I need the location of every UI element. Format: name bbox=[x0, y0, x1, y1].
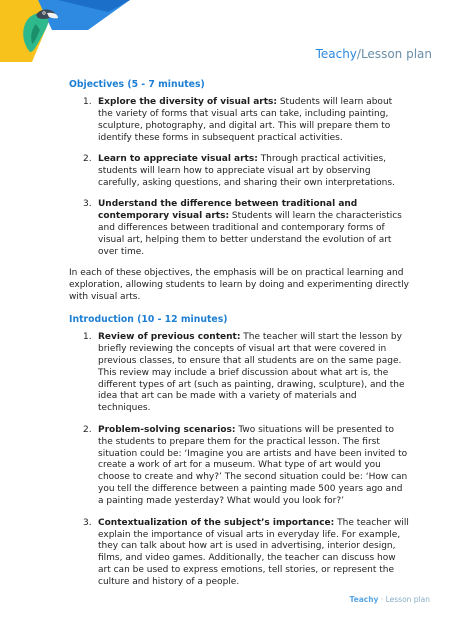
list-number: 2. bbox=[83, 154, 92, 165]
introduction-item bbox=[69, 518, 409, 589]
objective-item bbox=[69, 199, 409, 259]
footer-separator: · bbox=[378, 595, 386, 604]
footer-brand: Teachy bbox=[349, 595, 379, 604]
objective-heading: Learn to appreciate visual arts: bbox=[98, 154, 258, 165]
list-number: 3. bbox=[83, 199, 92, 210]
objectives-list bbox=[69, 97, 409, 259]
objective-item bbox=[69, 97, 409, 145]
header-separator: / bbox=[356, 47, 361, 61]
introduction-heading: Review of previous content: bbox=[98, 331, 241, 342]
objective-item bbox=[69, 154, 409, 190]
objectives-title: Objectives (5 - 7 minutes) bbox=[69, 79, 205, 90]
header-brand-name: Teachy bbox=[315, 47, 357, 61]
introduction-text: The teacher will start the lesson by briefly reviewing the concepts of visual art that were covered in previous classes, to ensure that all students are on the same page. This review may include a brief discussion about what art is, the different types of art (such as painting, drawing, sculpture), and the idea that art can be made with a variety of materials and techniques. bbox=[98, 331, 405, 414]
teachy-corner-logo bbox=[0, 0, 130, 62]
list-number: 2. bbox=[83, 424, 92, 435]
list-number: 1. bbox=[83, 331, 92, 342]
introduction-title: Introduction (10 - 12 minutes) bbox=[69, 314, 228, 325]
footer-section: Lesson plan bbox=[385, 595, 430, 604]
objective-text: Students will learn the characteristics and differences between traditional and contemporary forms of visual art, helping them to better understand the evolution of art over time. bbox=[98, 211, 402, 257]
objective-text: Students will learn about the variety of forms that visual arts can take, including painting, sculpture, photography, and digital art. This will prepare them to identify these forms in subsequent practical activities. bbox=[98, 96, 393, 143]
objectives-paragraph: In each of these objectives, the emphasis will be on practical learning and exploration, allowing students to learn by doing and experimenting directly with visual arts. bbox=[69, 268, 409, 303]
document-body bbox=[69, 79, 409, 599]
objective-heading: Explore the diversity of visual arts: bbox=[98, 96, 277, 107]
objective-text: Through practical activities, students will learn how to appreciate visual art by observing carefully, asking questions, and sharing their own interpretations. bbox=[98, 154, 395, 188]
introduction-item bbox=[69, 425, 409, 508]
introduction-text: Two situations will be presented to the students to prepare them for the practical lesson. The first situation could be: ‘Imagine you are artists and have been invited to create a work of art for a museum. What type of art would you choose to create and why?’ The second situation could be: ‘How can you tell the difference between a painting made 500 years ago and a painting made yesterday? What would you look for?’ bbox=[98, 424, 408, 507]
introduction-heading: Contextualization of the subject’s importance: bbox=[98, 517, 335, 528]
page-footer bbox=[349, 595, 430, 604]
list-number: 3. bbox=[83, 517, 92, 528]
header-section: Lesson plan bbox=[360, 47, 432, 61]
introduction-heading: Problem-solving scenarios: bbox=[98, 424, 236, 435]
introduction-list bbox=[69, 332, 409, 589]
list-number: 1. bbox=[83, 96, 92, 107]
introduction-item bbox=[69, 332, 409, 415]
header-brand bbox=[316, 47, 432, 61]
objective-heading: Understand the difference between traditional and contemporary visual arts: bbox=[98, 199, 358, 222]
introduction-text: The teacher will explain the importance of visual arts in everyday life. For example, they can talk about how art is used in advertising, interior design, films, and video games. Additionally, the teacher can discuss how art can be used to express emotions, tell stories, or represent the culture and history of a people. bbox=[98, 517, 409, 588]
